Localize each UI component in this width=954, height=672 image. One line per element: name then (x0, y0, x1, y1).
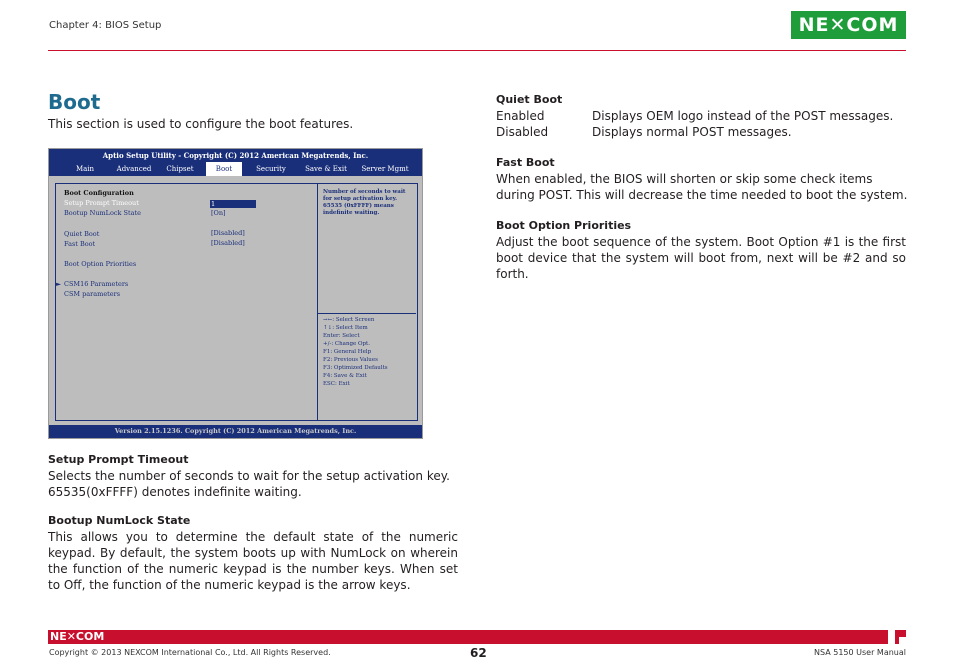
bios-tab-server-mgmt[interactable]: Server Mgmt (361, 165, 409, 173)
page-title: Boot (48, 90, 101, 114)
bios-item-csm-parameters[interactable]: CSM parameters (64, 290, 121, 298)
nexcom-logo: NE✕COM (791, 11, 906, 39)
quiet-boot-term-enabled: Enabled (496, 109, 545, 123)
quiet-boot-term-disabled: Disabled (496, 125, 549, 139)
submenu-arrow-icon: ► (56, 280, 61, 288)
fast-boot-body: When enabled, the BIOS will shorten or skip some check items during POST. This will decrease the time needed to boot the system. (496, 172, 908, 202)
bios-value-fast-boot[interactable]: [Disabled] (211, 239, 245, 247)
manual-name: NSA 5150 User Manual (814, 648, 906, 657)
bios-help-text: Number of seconds to wait for setup activation key. 65535 (0xFFFF) means indefinite waiting. (323, 189, 406, 216)
bios-selection-highlight (210, 200, 256, 208)
numlock-body: This allows you to determine the default state of the numeric keypad. By default, the system boots up with NumLock on wherein the function of the numeric keypad is the number keys. When set to Off, the function of the numeric keypad is the arrow keys. (48, 530, 458, 592)
numlock-heading: Bootup NumLock State (48, 514, 191, 527)
bios-group-title: Boot Configuration (64, 189, 134, 197)
bios-key-row: ESC: Exit (323, 381, 350, 387)
bios-tab-advanced[interactable]: Advanced (116, 165, 152, 173)
bios-item-csm16[interactable]: CSM16 Parameters (64, 280, 129, 288)
setup-prompt-line2: 65535(0xFFFF) denotes indefinite waiting. (48, 485, 302, 499)
bios-help-divider (318, 313, 416, 314)
bios-screenshot (48, 148, 423, 439)
footer-squares-icon (888, 630, 906, 644)
quiet-boot-desc-enabled: Displays OEM logo instead of the POST messages. (592, 109, 894, 123)
bios-key-row: F2: Previous Values (323, 357, 378, 363)
boot-priorities-body: Adjust the boot sequence of the system. Boot Option #1 is the first boot device that the system will boot from, next will be #2 and so forth. (496, 235, 906, 281)
bios-tab-security[interactable]: Security (256, 165, 286, 173)
chapter-label: Chapter 4: BIOS Setup (49, 20, 162, 31)
bios-tab-bar (49, 162, 422, 176)
bios-key-row: F4: Save & Exit (323, 373, 367, 379)
footer-copyright: Copyright © 2013 NEXCOM International Co., Ltd. All Rights Reserved. (49, 648, 331, 657)
header-rule (48, 50, 906, 51)
bios-item-setup-prompt[interactable]: Setup Prompt Timeout (64, 199, 139, 207)
footer-bar (48, 630, 906, 644)
bios-footer: Version 2.15.1236. Copyright (C) 2012 American Megatrends, Inc. (49, 425, 422, 438)
bios-value-setup-prompt[interactable]: 1 (211, 200, 216, 208)
bios-tab-save-exit[interactable]: Save & Exit (305, 165, 347, 173)
boot-priorities-heading: Boot Option Priorities (496, 219, 632, 232)
setup-prompt-line1: Selects the number of seconds to wait for the setup activation key. (48, 469, 450, 483)
bios-key-row: Enter: Select (323, 333, 360, 339)
fast-boot-heading: Fast Boot (496, 156, 555, 169)
bios-item-quiet-boot[interactable]: Quiet Boot (64, 230, 100, 238)
bios-tab-chipset[interactable]: Chipset (166, 165, 194, 173)
footer-logo: NE✕COM (50, 630, 105, 643)
quiet-boot-desc-disabled: Displays normal POST messages. (592, 125, 792, 139)
bios-panel-divider (317, 183, 318, 421)
bios-item-fast-boot[interactable]: Fast Boot (64, 240, 96, 248)
bios-item-numlock[interactable]: Bootup NumLock State (64, 209, 141, 217)
section-intro: This section is used to configure the boot features. (48, 117, 354, 131)
bios-tab-main[interactable]: Main (75, 165, 95, 173)
bios-value-numlock[interactable]: [On] (211, 209, 226, 217)
bios-key-row: +/-: Change Opt. (323, 341, 371, 347)
bios-tab-boot[interactable]: Boot (206, 162, 242, 176)
bios-key-row: F1: General Help (323, 349, 372, 355)
bios-value-quiet-boot[interactable]: [Disabled] (211, 229, 245, 237)
bios-header: Aptio Setup Utility - Copyright (C) 2012 American Megatrends, Inc. (49, 149, 422, 162)
quiet-boot-heading: Quiet Boot (496, 93, 563, 106)
page-number: 62 (470, 646, 487, 660)
bios-item-boot-priorities[interactable]: Boot Option Priorities (64, 260, 137, 268)
setup-prompt-heading: Setup Prompt Timeout (48, 453, 189, 466)
bios-key-row: ↑↓: Select Item (323, 325, 368, 331)
bios-key-row: F3: Optimized Defaults (323, 365, 388, 371)
bios-key-legend (323, 316, 388, 388)
bios-key-row: →←: Select Screen (323, 317, 375, 323)
